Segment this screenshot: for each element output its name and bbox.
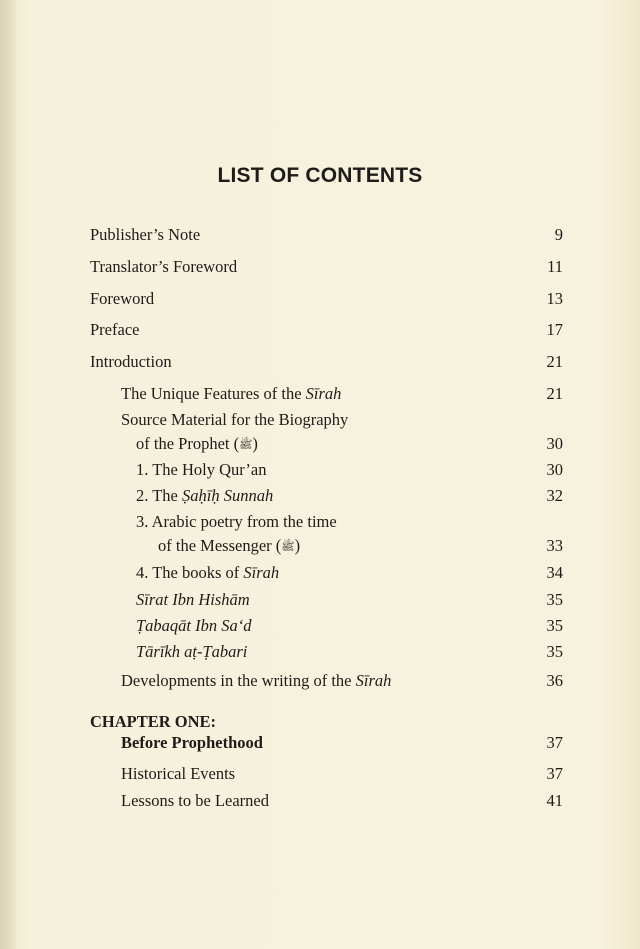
toc-label: 2. The Ṣaḥīḥ Sunnah: [136, 486, 274, 505]
toc-page-number: 33: [546, 536, 563, 555]
toc-page-number: 17: [546, 320, 563, 339]
toc-page-number: 11: [547, 257, 563, 276]
salawat-glyph: ﷺ: [281, 541, 295, 553]
toc-entry: [0, 589, 640, 611]
toc-label: Tārīkh aṭ-Ṭabari: [136, 642, 248, 661]
toc-page-number: 32: [546, 486, 563, 505]
toc-page-number: 37: [546, 733, 563, 752]
toc-label: Translator’s Foreword: [90, 257, 238, 276]
toc-page-number: 37: [546, 764, 563, 783]
toc-label: Ṭabaqāt Ibn Sa‘d: [136, 616, 252, 635]
toc-page-number: 35: [546, 616, 563, 635]
toc-entry: [0, 790, 640, 812]
toc-label: 1. The Holy Qur’an: [136, 460, 267, 479]
toc-entry: [0, 409, 640, 431]
toc-page-number: 36: [546, 671, 563, 690]
toc-page-number: 9: [554, 225, 563, 244]
toc-label: 4. The books of Sīrah: [136, 563, 280, 582]
toc-label: Source Material for the Biography: [121, 410, 349, 429]
toc-page-number: 35: [546, 590, 563, 609]
page-title: LIST OF CONTENTS: [217, 164, 423, 187]
toc-entry: [0, 319, 640, 341]
toc-label: Sīrat Ibn Hishām: [136, 590, 250, 609]
toc-page-number: 30: [546, 460, 563, 479]
toc-entry: [0, 224, 640, 246]
toc-label: The Unique Features of the Sīrah: [121, 384, 342, 403]
toc-label: Foreword: [90, 289, 155, 308]
toc-label: CHAPTER ONE:: [90, 712, 217, 731]
toc-label: Before Prophethood: [121, 733, 263, 752]
toc-label: of the Prophet (ﷺ): [136, 433, 258, 456]
toc-label: Publisher’s Note: [90, 225, 201, 244]
toc-label: Historical Events: [121, 764, 236, 783]
toc-page-number: 13: [546, 289, 563, 308]
toc-entry: [0, 288, 640, 310]
toc-entry: [0, 485, 640, 507]
toc-entry: [0, 732, 640, 754]
toc-entry: [0, 351, 640, 373]
toc-page-number: 21: [546, 384, 563, 403]
toc-label: Developments in the writing of the Sīrah: [121, 671, 392, 690]
toc-label: Lessons to be Learned: [121, 791, 269, 810]
toc-entry: [0, 256, 640, 278]
toc-page-number: 30: [546, 434, 563, 453]
toc-page-number: 41: [546, 791, 563, 810]
toc-entry: [0, 535, 640, 557]
toc-entry: [0, 459, 640, 481]
toc-page-number: 34: [546, 563, 563, 582]
toc-page-number: 35: [546, 642, 563, 661]
toc-page-number: 21: [546, 352, 563, 371]
toc-label: Preface: [90, 320, 140, 339]
toc-entry: [0, 763, 640, 785]
chapter-heading: [0, 711, 640, 733]
toc-label: Introduction: [90, 352, 172, 371]
toc-entry: [0, 433, 640, 455]
toc-entry: [0, 670, 640, 692]
salawat-glyph: ﷺ: [239, 439, 253, 451]
toc-entry: [0, 615, 640, 637]
toc-entry: [0, 511, 640, 533]
toc-entry: [0, 641, 640, 663]
toc-label: of the Messenger (ﷺ): [158, 535, 300, 558]
toc-entry: [0, 383, 640, 405]
toc-label: 3. Arabic poetry from the time: [136, 512, 337, 531]
toc-entry: [0, 562, 640, 584]
